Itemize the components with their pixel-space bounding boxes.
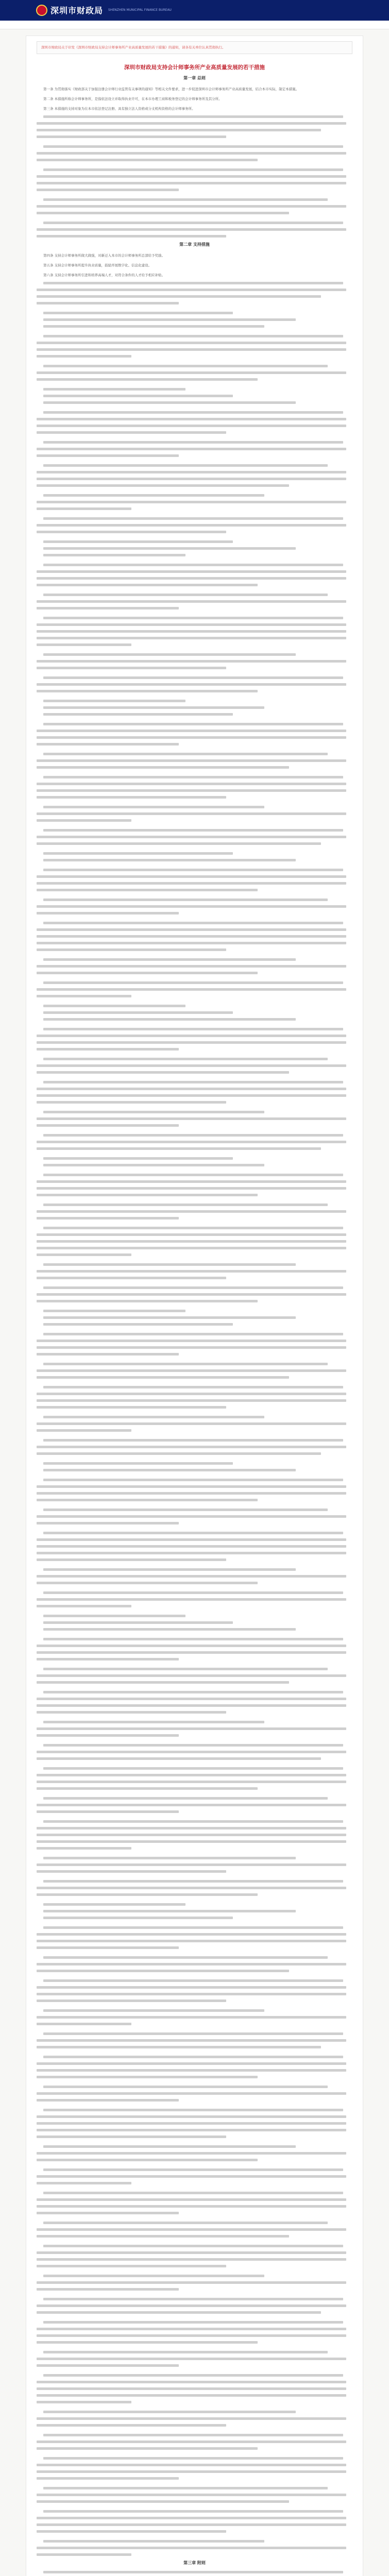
article-paragraph: 第三条 本措施的支持对象为在本市依法登记注册、具有独立法人资格或分支机构资格的会计师事务所。	[43, 107, 195, 111]
site-name: 深圳市财政局	[50, 6, 104, 15]
body-text-block	[37, 2571, 352, 2576]
article-paragraph: 第四条 支持会计师事务所做大做强，对新迁入本市的会计师事务所总部给予奖励。	[43, 253, 165, 258]
chapter-1-title: 第一章 总则	[183, 76, 206, 80]
chapter-2-title: 第二章 支持措施	[179, 242, 210, 247]
body-text-block	[37, 282, 352, 2556]
article-paragraph: 第二条 本措施所称会计师事务所，是指依法设立并取得执业许可，在本市办理工商和税务登记的会计师事务所及其分所。	[43, 97, 222, 101]
article-paragraph: 第五条 支持会计师事务所提升执业质量，鼓励开展数字化、信息化建设。	[43, 263, 152, 267]
article-paragraph: 第六条 支持会计师事务所引进和培养高端人才，对符合条件的人才给予相应补贴。	[43, 273, 165, 277]
article-paragraph: 第一条 为贯彻落实《财政部关于加强注册会计师行业监管有关事项的通知》等相关文件要求，进一步促进深圳市会计师事务所产业高质量发展，结合本市实际，制定本措施。	[43, 87, 299, 91]
article-container	[26, 36, 363, 2576]
notice-box	[37, 41, 352, 54]
notice-text: 深圳市财政局关于印发《深圳市财政局支持会计师事务所产业高质量发展的若干措施》的通知，请各有关单位认真贯彻执行。	[41, 45, 226, 49]
breadcrumb-bar	[0, 21, 389, 29]
chapter-3-title: 第三章 附则	[183, 2561, 206, 2565]
body-text-block	[37, 115, 352, 238]
site-header	[0, 0, 389, 21]
document-title: 深圳市财政局支持会计师事务所产业高质量发展的若干措施	[124, 64, 265, 71]
site-logo[interactable]	[36, 4, 172, 16]
site-name-en: SHENZHEN MUNICIPAL FINANCE BUREAU	[108, 8, 172, 12]
emblem-icon	[36, 5, 47, 16]
